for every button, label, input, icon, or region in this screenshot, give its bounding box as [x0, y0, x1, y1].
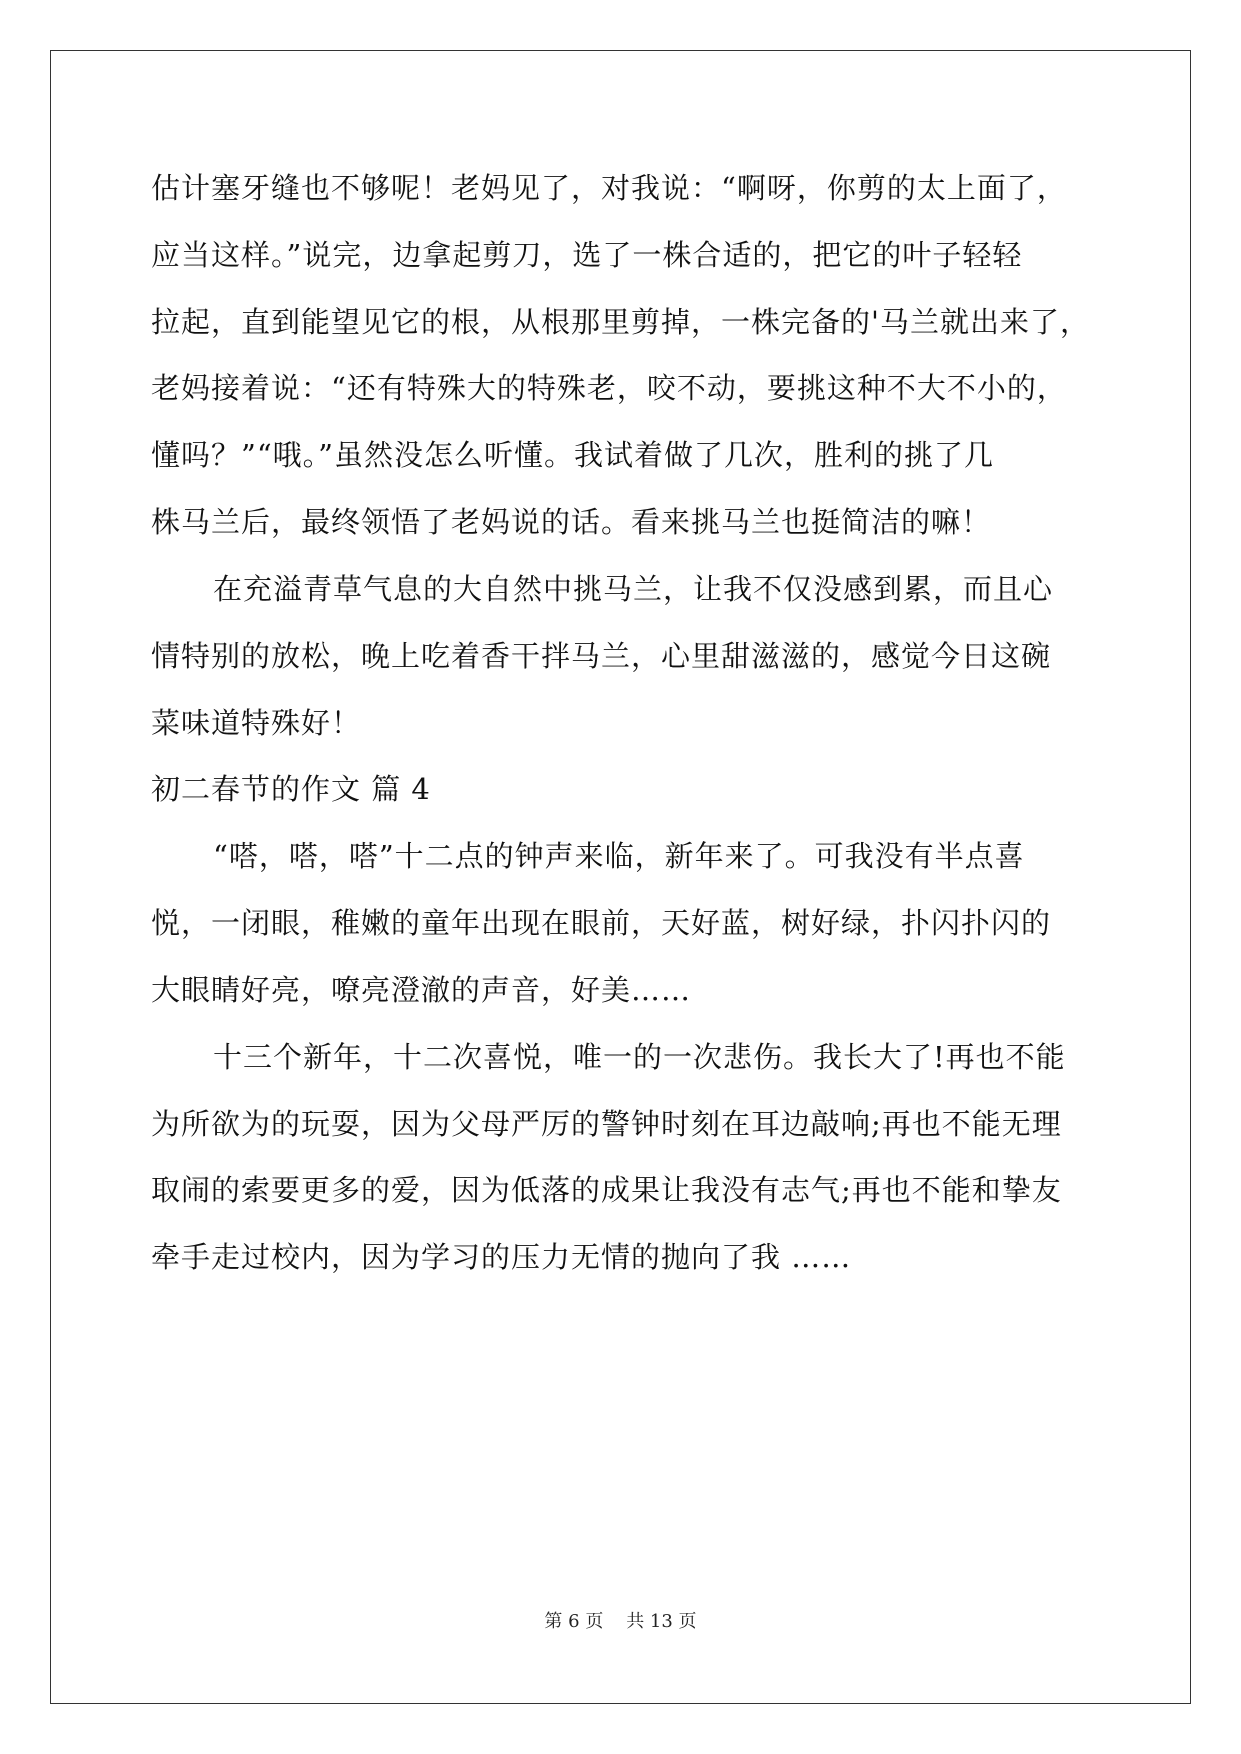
page-number-footer	[0, 1610, 1241, 1634]
body-text-line: 株马兰后，最终领悟了老妈说的话。看来挑马兰也挺简洁的嘛！	[151, 505, 992, 539]
body-text-line: 牵手走过校内，因为学习的压力无情的抛向了我 ……	[151, 1240, 852, 1274]
paragraph-first-line: 在充溢青草气息的大自然中挑马兰，让我不仅没感到累，而且心	[213, 572, 1054, 606]
body-text-line: 菜味道特殊好！	[151, 706, 362, 740]
paragraph-first-line: 十三个新年，十二次喜悦，唯一的一次悲伤。我长大了!再也不能	[213, 1040, 1066, 1074]
body-text-line: 情特别的放松，晚上吃着香干拌马兰，心里甜滋滋的，感觉今日这碗	[151, 639, 1052, 673]
body-text-line: 悦，一闭眼，稚嫩的童年出现在眼前，天好蓝，树好绿，扑闪扑闪的	[151, 906, 1052, 940]
body-text-line: 应当这样。”说完，边拿起剪刀，选了一株合适的，把它的叶子轻轻	[151, 238, 1023, 272]
body-text-line: 为所欲为的玩耍，因为父母严厉的警钟时刻在耳边敲响;再也不能无理	[151, 1107, 1062, 1141]
page-border	[50, 50, 1191, 1704]
body-text-line: 老妈接着说：“还有特殊大的特殊老，咬不动，要挑这种不大不小的，	[151, 371, 1067, 405]
body-text-line: 取闹的索要更多的爱，因为低落的成果让我没有志气;再也不能和挚友	[151, 1173, 1062, 1207]
body-text-line: 大眼睛好亮，嘹亮澄澈的声音，好美……	[151, 973, 692, 1007]
body-text-line: 估计塞牙缝也不够呢！老妈见了，对我说：“啊呀，你剪的太上面了，	[151, 171, 1067, 205]
paragraph-first-line: “嗒，嗒，嗒”十二点的钟声来临，新年来了。可我没有半点喜	[213, 839, 1025, 873]
body-text-line: 懂吗？”“哦。”虽然没怎么听懂。我试着做了几次，胜利的挑了几	[151, 438, 994, 472]
section-heading: 初二春节的作文 篇 4	[151, 772, 431, 806]
page-number-label: 第 6 页 共 13 页	[544, 1611, 697, 1632]
body-text-line: 拉起，直到能望见它的根，从根那里剪掉，一株完备的'马兰就出来了，	[151, 305, 1090, 339]
